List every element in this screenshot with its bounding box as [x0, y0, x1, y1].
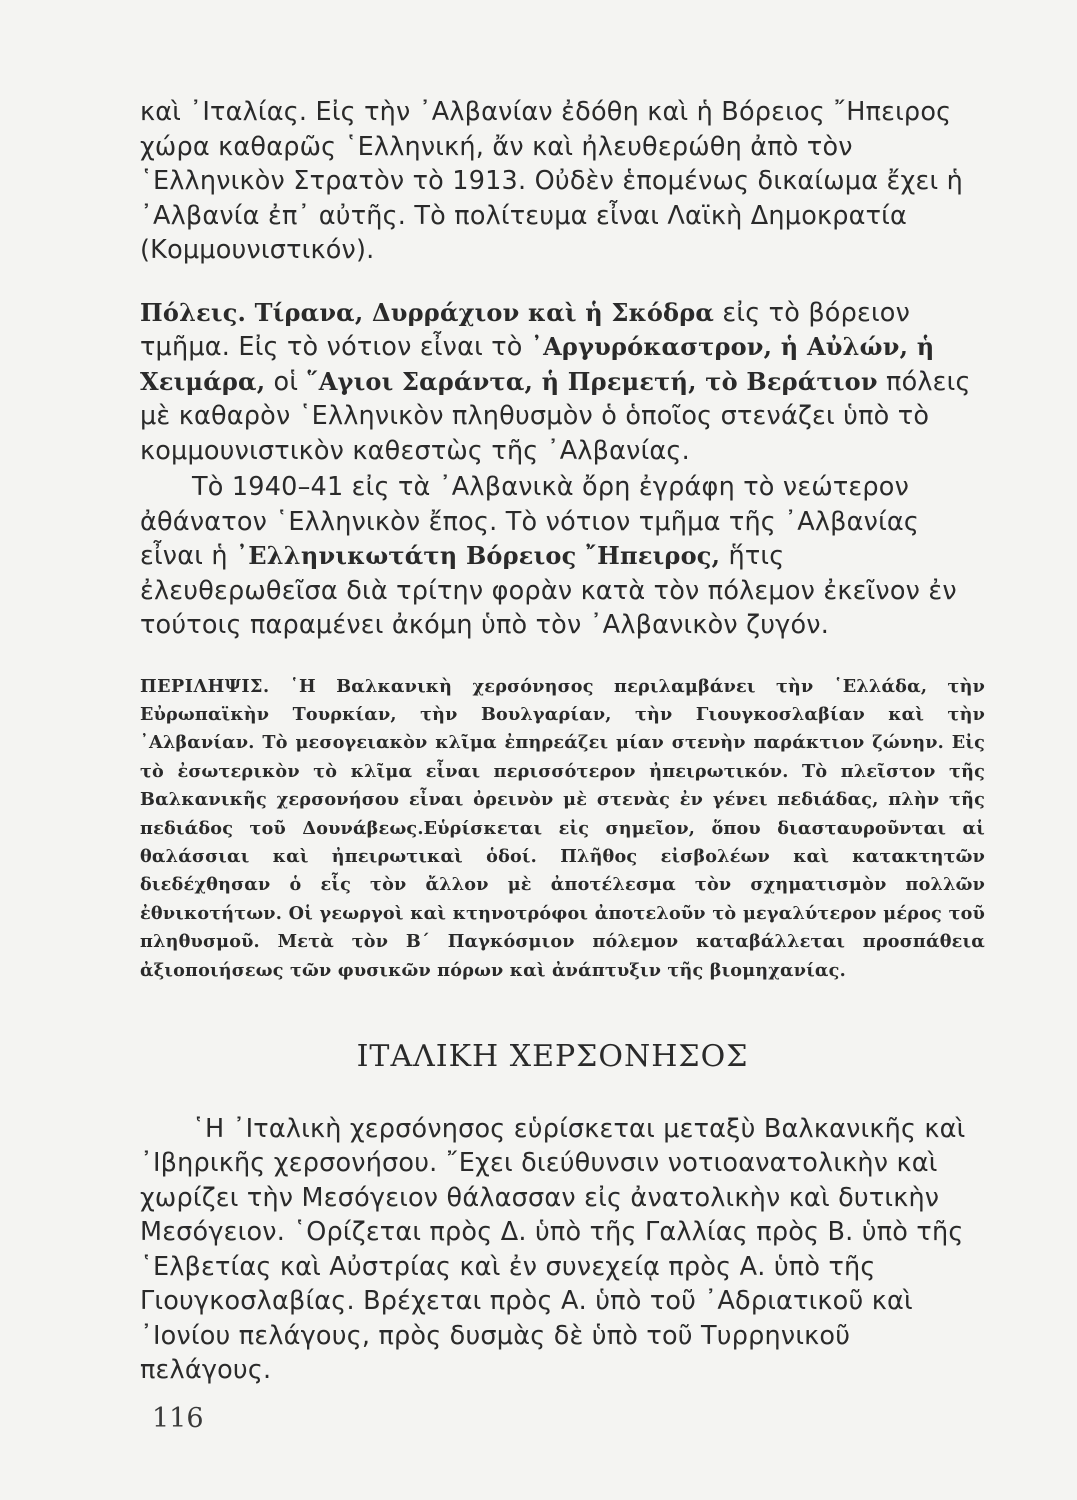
cities-paragraph [140, 296, 985, 469]
cities-text-3: πόλεις μὲ καθαρὸν ῾Ελληνικὸν πληθυσμὸν ὁ ὁποῖος στενάζει ὑπὸ τὸ κομμουνιστικὸν καθεστὼς τῆς ᾿Αλβανίας. [140, 366, 971, 466]
war-paragraph [140, 470, 985, 643]
cities-south-bold: ᾿Αργυρόκαστρον, ἡ Αὐλών, ἡ Χειμάρα, [140, 332, 935, 396]
intro-paragraph [140, 95, 985, 268]
cities-text-1: εἰς τὸ βόρειον τμῆμα. Εἰς τὸ νότιον εἶναι τὸ [140, 297, 911, 362]
cities-text-2: οἱ [265, 366, 307, 397]
page-number: 116 [152, 1403, 204, 1434]
war-text-2: ἥτις ἐλευθερωθεῖσα διὰ τρίτην φορὰν κατὰ τὸν πόλεμον ἐκεῖνον ἐν τούτοις παραμένει ἀκόμη ὑπὸ τὸν ᾿Αλβανικὸν ζυγόν. [140, 541, 957, 640]
war-epirus-bold: ᾿Ελληνικωτάτη Βόρειος ῎Ηπειρος, [236, 541, 721, 570]
cities-south-bold-2: ῞Αγιοι Σαράντα, ἡ Πρεμετή, τὸ Βεράτιον [306, 366, 878, 396]
section-title: ΙΤΑΛΙΚΗ ΧΕΡΣΟΝΗΣΟΣ [356, 1038, 749, 1074]
summary-label: ΠΕΡΙΛΗΨΙΣ. [140, 675, 270, 697]
summary-paragraph [140, 673, 985, 985]
italy-paragraph [140, 1112, 985, 1388]
summary-text: ῾Η Βαλκανικὴ χερσόνησος περιλαμβάνει τὴν ῾Ελλάδα, τὴν Εὐρωπαϊκὴν Τουρκίαν, τὴν Βουλγαρίαν, τὴν Γιουγκοσλαβίαν καὶ τὴν ᾿Αλβανίαν. Τὸ μεσογειακὸν κλῖμα ἐπηρεάζει μίαν στενὴν παράκτιον ζώνην. Εἰς τὸ ἐσωτερικὸν τὸ κλῖμα εἶναι περισσότερον ἠπειρωτικόν. Τὸ πλεῖστον τῆς Βαλκανικῆς χερσονήσου εἶναι ὀρεινὸν μὲ στενὰς ἐν γένει πεδιάδας, πλὴν τῆς πεδιάδος τοῦ Δουνάβεως.Εὑρίσκεται εἰς σημεῖον, ὅπου διασταυροῦνται αἱ θαλάσσιαι καὶ ἠπειρωτικαὶ ὁδοί. Πλῆθος εἰσβολέων καὶ κατακτητῶν διεδέχθησαν ὁ εἷς τὸν ἄλλον μὲ ἀποτέλεσμα τὸν σχηματισμὸν πολλῶν ἐθνικοτήτων. Οἱ γεωργοὶ καὶ κτηνοτρόφοι ἀποτελοῦν τὸ μεγαλύτερον μέρος τοῦ πληθυσμοῦ. Μετὰ τὸν Β΄ Παγκόσμιον πόλεμον καταβάλλεται προσπάθεια ἀξιοποιήσεως τῶν φυσικῶν πόρων καὶ ἀνάπτυξιν τῆς βιομηχανίας. [140, 675, 985, 981]
cities-heading: Πόλεις. Τίρανα, Δυρράχιον καὶ ἡ Σκόδρα [140, 297, 715, 327]
italy-text: ῾Η ᾿Ιταλικὴ χερσόνησος εὑρίσκεται μεταξὺ Βαλκανικῆς καὶ ᾿Ιβηρικῆς χερσονήσου. ῎Εχει διεύθυνσιν νοτιοανατολικὴν καὶ χωρίζει τὴν Μεσόγειον θάλασσαν εἰς ἀνατολικὴν καὶ δυτικὴν Μεσόγειον. ῾Ορίζεται πρὸς Δ. ὑπὸ τῆς Γαλλίας πρὸς Β. ὑπὸ τῆς ῾Ελβετίας καὶ Αὐστρίας καὶ ἐν συνεχείᾳ πρὸς Α. ὑπὸ τῆς Γιουγκοσλαβίας. Βρέχεται πρὸς Α. ὑπὸ τοῦ ᾿Αδριατικοῦ καὶ ᾿Ιονίου πελάγους, πρὸς δυσμὰς δὲ ὑπὸ τοῦ Τυρρηνικοῦ πελάγους. [140, 1113, 966, 1386]
intro-text: καὶ ᾿Ιταλίας. Εἰς τὴν ᾿Αλβανίαν ἐδόθη καὶ ἡ Βόρειος ῎Ηπειρος χώρα καθαρῶς ῾Ελληνική, ἄν καὶ ἠλευθερώθη ἀπὸ τὸν ῾Ελληνικὸν Στρατὸν τὸ 1913. Οὐδὲν ἑπομένως δικαίωμα ἔχει ἡ ᾿Αλβανία ἐπ᾿ αὐτῆς. Τὸ πολίτευμα εἶναι Λαϊκὴ Δημοκρατία (Κομμουνιστικόν). [140, 97, 963, 265]
war-text-1: Τὸ 1940–41 εἰς τὰ ᾿Αλβανικὰ ὄρη ἐγράφη τὸ νεώτερον ἀθάνατον ῾Ελληνικὸν ἔπος. Τὸ νότιον τμῆμα τῆς ᾿Αλβανίας εἶναι ἡ [140, 472, 920, 571]
